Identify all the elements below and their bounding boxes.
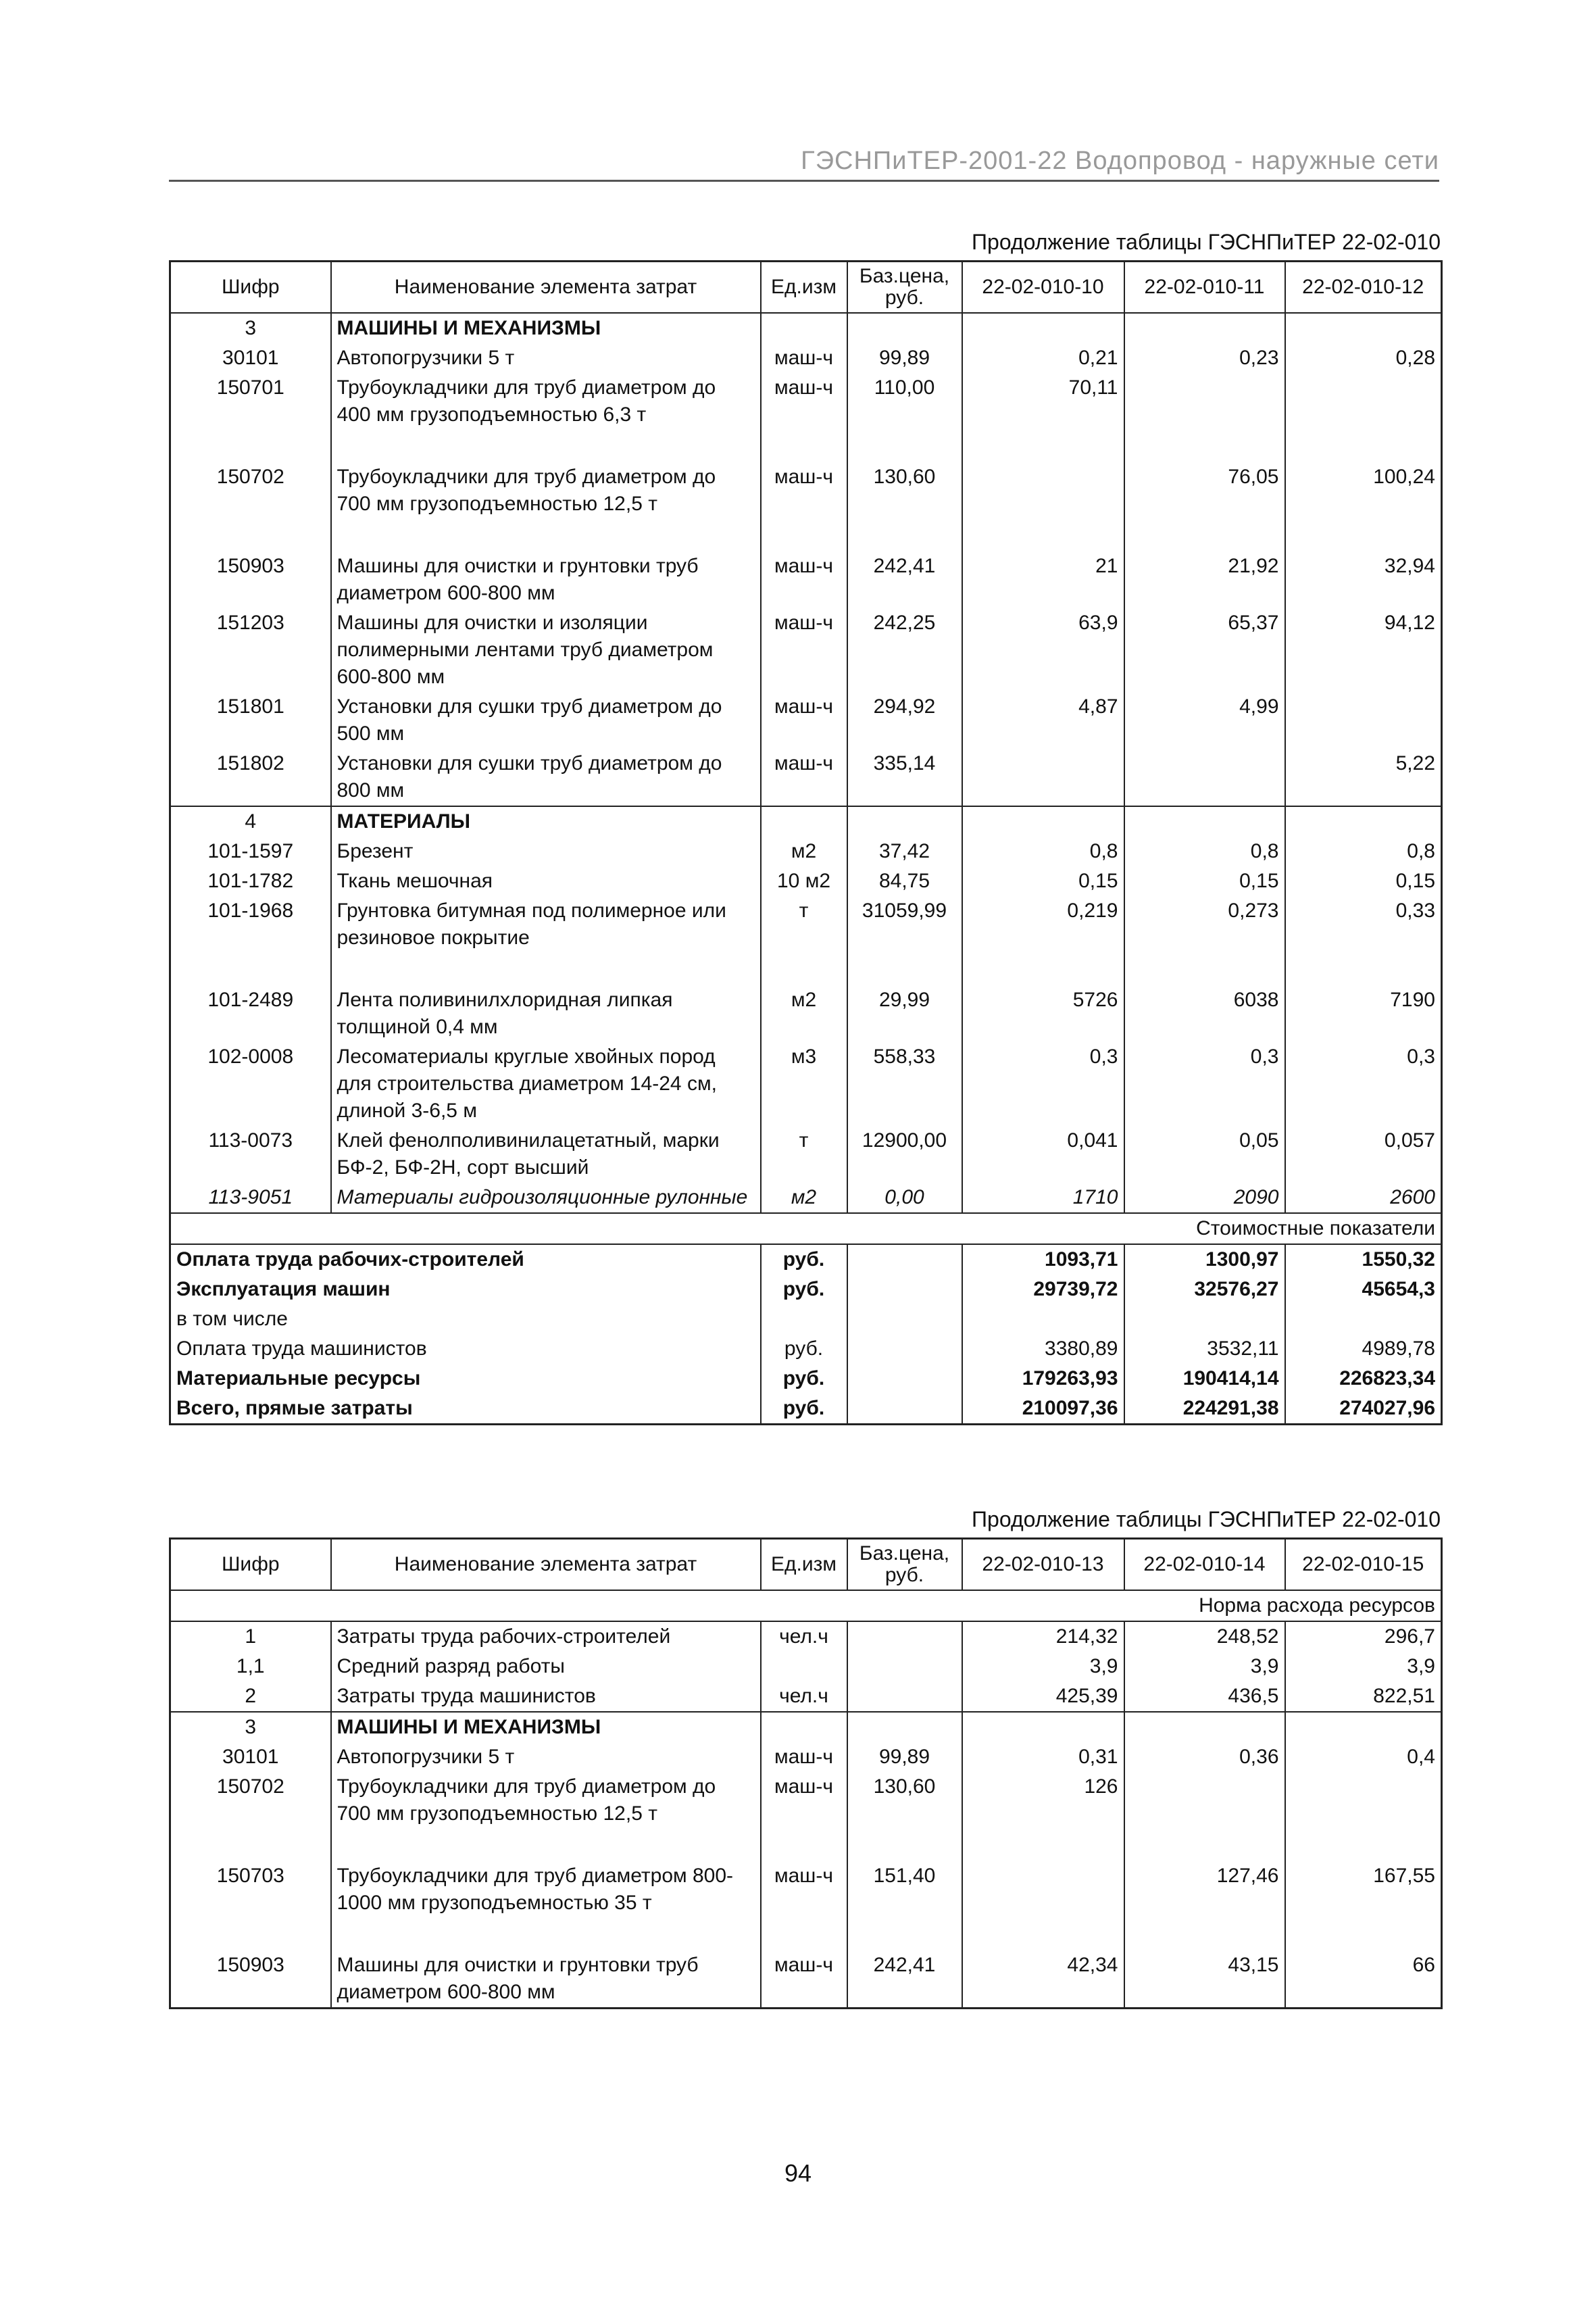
row-unit: маш-ч <box>761 373 847 462</box>
row-value-2: 127,46 <box>1124 1861 1285 1950</box>
row-value-2: 76,05 <box>1124 462 1285 551</box>
table-row <box>170 1861 1442 1950</box>
row-price: 242,41 <box>847 551 962 608</box>
row-value-2: 0,273 <box>1124 896 1285 985</box>
row-value-3 <box>1285 1772 1442 1861</box>
summary-row <box>170 1364 1442 1394</box>
row-price: 0,00 <box>847 1183 962 1213</box>
summary-value-2: 3532,11 <box>1124 1334 1285 1364</box>
table1-body <box>170 313 1442 1425</box>
row-price: 130,60 <box>847 1772 962 1861</box>
row-code: 30101 <box>170 1742 331 1772</box>
row-name: Трубоукладчики для труб диаметром до 400 мм грузоподъемностью 6,3 т <box>331 373 761 462</box>
row-code: 150701 <box>170 373 331 462</box>
row-value-2: 21,92 <box>1124 551 1285 608</box>
summary-label: в том числе <box>170 1304 761 1334</box>
row-price: 99,89 <box>847 343 962 373</box>
row-price: 242,25 <box>847 608 962 692</box>
row-code: 150703 <box>170 1861 331 1950</box>
row-price <box>847 313 962 343</box>
col-name-header: Наименование элемента затрат <box>331 262 761 314</box>
row-code: 101-1968 <box>170 896 331 985</box>
table1-caption: Продолжение таблицы ГЭСНПиТЕР 22-02-010 <box>972 230 1441 254</box>
row-value-2: 248,52 <box>1124 1621 1285 1652</box>
table1 <box>169 260 1443 1425</box>
summary-unit: руб. <box>761 1275 847 1304</box>
row-value-1 <box>962 313 1124 343</box>
row-value-2: 0,23 <box>1124 343 1285 373</box>
summary-label: Всего, прямые затраты <box>170 1394 761 1425</box>
summary-empty <box>847 1364 962 1394</box>
summary-empty <box>847 1244 962 1275</box>
col-code-header: Шифр <box>170 262 331 314</box>
row-value-2: 2090 <box>1124 1183 1285 1213</box>
row-name: Трубоукладчики для труб диаметром 800-1000 мм грузоподъемностью 35 т <box>331 1861 761 1950</box>
summary-value-1: 29739,72 <box>962 1275 1124 1304</box>
row-value-1 <box>962 1861 1124 1950</box>
row-value-1: 425,39 <box>962 1681 1124 1712</box>
row-unit: т <box>761 1126 847 1183</box>
summary-value-3: 1550,32 <box>1285 1244 1442 1275</box>
row-code: 150702 <box>170 462 331 551</box>
row-value-2: 0,05 <box>1124 1126 1285 1183</box>
table-row <box>170 866 1442 896</box>
summary-value-1: 1093,71 <box>962 1244 1124 1275</box>
row-value-1: 0,21 <box>962 343 1124 373</box>
row-price: 12900,00 <box>847 1126 962 1183</box>
table-row <box>170 1742 1442 1772</box>
row-value-2: 6038 <box>1124 985 1285 1042</box>
row-code: 151801 <box>170 692 331 749</box>
row-name: Трубоукладчики для труб диаметром до 700 мм грузоподъемностью 12,5 т <box>331 1772 761 1861</box>
row-price: 130,60 <box>847 462 962 551</box>
row-value-1: 5726 <box>962 985 1124 1042</box>
table-row <box>170 1621 1442 1652</box>
row-unit: маш-ч <box>761 608 847 692</box>
row-value-3: 296,7 <box>1285 1621 1442 1652</box>
row-name: Ткань мешочная <box>331 866 761 896</box>
row-code: 30101 <box>170 343 331 373</box>
row-name: Брезент <box>331 837 761 866</box>
table-row <box>170 749 1442 806</box>
row-unit: маш-ч <box>761 749 847 806</box>
summary-unit <box>761 1304 847 1334</box>
row-unit: 10 м2 <box>761 866 847 896</box>
row-price: 84,75 <box>847 866 962 896</box>
row-value-3: 0,8 <box>1285 837 1442 866</box>
summary-unit: руб. <box>761 1334 847 1364</box>
row-value-1: 126 <box>962 1772 1124 1861</box>
row-price <box>847 1712 962 1742</box>
table2 <box>169 1537 1443 2009</box>
row-price: 31059,99 <box>847 896 962 985</box>
summary-row <box>170 1394 1442 1425</box>
row-value-1: 4,87 <box>962 692 1124 749</box>
table-row <box>170 608 1442 692</box>
table2-header-row <box>170 1539 1442 1591</box>
cost-indicators-label: Стоимостные показатели <box>170 1213 1442 1244</box>
row-value-2: 4,99 <box>1124 692 1285 749</box>
row-name: Автопогрузчики 5 т <box>331 1742 761 1772</box>
row-code: 150903 <box>170 1950 331 2009</box>
col-code-2-header: 22-02-010-14 <box>1124 1539 1285 1591</box>
row-unit: маш-ч <box>761 1861 847 1950</box>
row-name: МАШИНЫ И МЕХАНИЗМЫ <box>331 1712 761 1742</box>
summary-value-1: 179263,93 <box>962 1364 1124 1394</box>
row-value-2 <box>1124 373 1285 462</box>
row-code: 113-0073 <box>170 1126 331 1183</box>
row-value-3: 94,12 <box>1285 608 1442 692</box>
row-name: Затраты труда рабочих-строителей <box>331 1621 761 1652</box>
row-value-3: 66 <box>1285 1950 1442 2009</box>
summary-value-3 <box>1285 1304 1442 1334</box>
table-row <box>170 1126 1442 1183</box>
col-code-3-header: 22-02-010-15 <box>1285 1539 1442 1591</box>
row-unit <box>761 1652 847 1681</box>
row-value-2: 0,8 <box>1124 837 1285 866</box>
row-value-3: 822,51 <box>1285 1681 1442 1712</box>
summary-label: Оплата труда машинистов <box>170 1334 761 1364</box>
summary-unit: руб. <box>761 1394 847 1425</box>
row-value-1: 3,9 <box>962 1652 1124 1681</box>
row-value-2: 43,15 <box>1124 1950 1285 2009</box>
row-code: 151203 <box>170 608 331 692</box>
summary-value-2: 190414,14 <box>1124 1364 1285 1394</box>
row-value-2: 65,37 <box>1124 608 1285 692</box>
row-price: 29,99 <box>847 985 962 1042</box>
table-row <box>170 1042 1442 1126</box>
row-value-2 <box>1124 1772 1285 1861</box>
page-number: 94 <box>784 2159 812 2187</box>
row-value-3: 0,4 <box>1285 1742 1442 1772</box>
table-row <box>170 1183 1442 1213</box>
summary-value-3: 4989,78 <box>1285 1334 1442 1364</box>
row-name: Машины для очистки и изоляции полимерными лентами труб диаметром 600-800 мм <box>331 608 761 692</box>
row-name: Автопогрузчики 5 т <box>331 343 761 373</box>
row-name: Грунтовка битумная под полимерное или резиновое покрытие <box>331 896 761 985</box>
row-price: 110,00 <box>847 373 962 462</box>
row-value-1: 42,34 <box>962 1950 1124 2009</box>
row-unit: маш-ч <box>761 1772 847 1861</box>
summary-empty <box>847 1304 962 1334</box>
col-name-header: Наименование элемента затрат <box>331 1539 761 1591</box>
row-price: 294,92 <box>847 692 962 749</box>
row-value-3: 5,22 <box>1285 749 1442 806</box>
row-unit: маш-ч <box>761 343 847 373</box>
table-row <box>170 373 1442 462</box>
norm-row <box>170 1590 1442 1621</box>
row-value-2 <box>1124 313 1285 343</box>
row-price <box>847 806 962 837</box>
row-value-3: 167,55 <box>1285 1861 1442 1950</box>
table-row <box>170 1652 1442 1681</box>
summary-value-2: 1300,97 <box>1124 1244 1285 1275</box>
summary-value-2 <box>1124 1304 1285 1334</box>
row-unit: м2 <box>761 985 847 1042</box>
section-row <box>170 313 1442 343</box>
row-price: 99,89 <box>847 1742 962 1772</box>
row-value-3: 0,057 <box>1285 1126 1442 1183</box>
summary-value-2: 32576,27 <box>1124 1275 1285 1304</box>
row-value-1 <box>962 806 1124 837</box>
table-row <box>170 896 1442 985</box>
col-price-header: Баз.цена, руб. <box>847 262 962 314</box>
row-value-1: 1710 <box>962 1183 1124 1213</box>
row-unit: м3 <box>761 1042 847 1126</box>
row-name: Установки для сушки труб диаметром до 500 мм <box>331 692 761 749</box>
table-row <box>170 837 1442 866</box>
row-value-2 <box>1124 749 1285 806</box>
summary-value-1: 210097,36 <box>962 1394 1124 1425</box>
row-value-1: 0,8 <box>962 837 1124 866</box>
row-unit <box>761 806 847 837</box>
row-price <box>847 1652 962 1681</box>
row-name: Лесоматериалы круглые хвойных пород для строительства диаметром 14-24 см, длиной 3-6,5 м <box>331 1042 761 1126</box>
summary-unit: руб. <box>761 1244 847 1275</box>
row-value-2: 3,9 <box>1124 1652 1285 1681</box>
section-row <box>170 806 1442 837</box>
summary-unit: руб. <box>761 1364 847 1394</box>
row-unit: маш-ч <box>761 1950 847 2009</box>
row-code: 1 <box>170 1621 331 1652</box>
row-value-3: 0,15 <box>1285 866 1442 896</box>
row-price <box>847 1681 962 1712</box>
row-unit: маш-ч <box>761 1742 847 1772</box>
row-value-1: 0,219 <box>962 896 1124 985</box>
row-price: 335,14 <box>847 749 962 806</box>
row-name: Машины для очистки и грунтовки труб диаметром 600-800 мм <box>331 551 761 608</box>
row-code: 2 <box>170 1681 331 1712</box>
row-value-1 <box>962 749 1124 806</box>
summary-value-1 <box>962 1304 1124 1334</box>
row-unit: чел.ч <box>761 1681 847 1712</box>
row-unit <box>761 1712 847 1742</box>
summary-value-2: 224291,38 <box>1124 1394 1285 1425</box>
row-value-1: 70,11 <box>962 373 1124 462</box>
row-value-1: 0,3 <box>962 1042 1124 1126</box>
row-value-1: 21 <box>962 551 1124 608</box>
row-value-1: 214,32 <box>962 1621 1124 1652</box>
row-code: 3 <box>170 1712 331 1742</box>
row-name: Лента поливинилхлоридная липкая толщиной 0,4 мм <box>331 985 761 1042</box>
row-name: Средний разряд работы <box>331 1652 761 1681</box>
row-value-2 <box>1124 806 1285 837</box>
row-code: 101-2489 <box>170 985 331 1042</box>
summary-value-3: 226823,34 <box>1285 1364 1442 1394</box>
row-name: Трубоукладчики для труб диаметром до 700 мм грузоподъемностью 12,5 т <box>331 462 761 551</box>
row-name: МАШИНЫ И МЕХАНИЗМЫ <box>331 313 761 343</box>
table-row <box>170 692 1442 749</box>
row-value-3: 7190 <box>1285 985 1442 1042</box>
running-header <box>169 142 1439 182</box>
table-row <box>170 1772 1442 1861</box>
table-row <box>170 1681 1442 1712</box>
row-value-1 <box>962 462 1124 551</box>
row-name: Машины для очистки и грунтовки труб диаметром 600-800 мм <box>331 1950 761 2009</box>
row-unit: т <box>761 896 847 985</box>
row-code: 150903 <box>170 551 331 608</box>
norm-label: Норма расхода ресурсов <box>170 1590 1442 1621</box>
row-price <box>847 1621 962 1652</box>
row-code: 151802 <box>170 749 331 806</box>
row-code: 3 <box>170 313 331 343</box>
cost-indicators-row <box>170 1213 1442 1244</box>
row-unit: м2 <box>761 837 847 866</box>
col-code-1-header: 22-02-010-13 <box>962 1539 1124 1591</box>
summary-empty <box>847 1275 962 1304</box>
col-code-2-header: 22-02-010-11 <box>1124 262 1285 314</box>
row-value-3: 0,3 <box>1285 1042 1442 1126</box>
row-value-1: 0,041 <box>962 1126 1124 1183</box>
row-name: Установки для сушки труб диаметром до 800 мм <box>331 749 761 806</box>
row-unit <box>761 313 847 343</box>
table-row <box>170 551 1442 608</box>
section-row <box>170 1712 1442 1742</box>
row-value-1: 0,31 <box>962 1742 1124 1772</box>
summary-value-3: 45654,3 <box>1285 1275 1442 1304</box>
row-code: 150702 <box>170 1772 331 1861</box>
summary-row <box>170 1334 1442 1364</box>
col-code-3-header: 22-02-010-12 <box>1285 262 1442 314</box>
running-header-text: ГЭСНПиТЕР-2001-22 Водопровод - наружные сети <box>801 147 1439 175</box>
row-name: Затраты труда машинистов <box>331 1681 761 1712</box>
row-unit: маш-ч <box>761 551 847 608</box>
row-price: 242,41 <box>847 1950 962 2009</box>
row-value-1 <box>962 1712 1124 1742</box>
row-value-3: 32,94 <box>1285 551 1442 608</box>
summary-empty <box>847 1334 962 1364</box>
row-value-3 <box>1285 806 1442 837</box>
summary-label: Материальные ресурсы <box>170 1364 761 1394</box>
row-value-2: 0,3 <box>1124 1042 1285 1126</box>
row-value-3 <box>1285 313 1442 343</box>
row-price: 558,33 <box>847 1042 962 1126</box>
table-row <box>170 343 1442 373</box>
row-code: 1,1 <box>170 1652 331 1681</box>
col-code-header: Шифр <box>170 1539 331 1591</box>
row-value-1: 0,15 <box>962 866 1124 896</box>
table2-caption: Продолжение таблицы ГЭСНПиТЕР 22-02-010 <box>972 1507 1441 1531</box>
col-unit-header: Ед.изм <box>761 1539 847 1591</box>
summary-value-1: 3380,89 <box>962 1334 1124 1364</box>
row-value-3 <box>1285 1712 1442 1742</box>
row-unit: маш-ч <box>761 462 847 551</box>
col-unit-header: Ед.изм <box>761 262 847 314</box>
summary-row <box>170 1244 1442 1275</box>
row-value-1: 63,9 <box>962 608 1124 692</box>
row-unit: чел.ч <box>761 1621 847 1652</box>
row-name: МАТЕРИАЛЫ <box>331 806 761 837</box>
row-value-2 <box>1124 1712 1285 1742</box>
table1-header-row <box>170 262 1442 314</box>
row-unit: маш-ч <box>761 692 847 749</box>
row-value-3 <box>1285 692 1442 749</box>
row-value-2: 0,36 <box>1124 1742 1285 1772</box>
row-name: Клей фенолполивинилацетатный, марки БФ-2, БФ-2Н, сорт высший <box>331 1126 761 1183</box>
row-value-3: 100,24 <box>1285 462 1442 551</box>
row-value-3: 3,9 <box>1285 1652 1442 1681</box>
row-price: 37,42 <box>847 837 962 866</box>
summary-empty <box>847 1394 962 1425</box>
col-code-1-header: 22-02-010-10 <box>962 262 1124 314</box>
row-price: 151,40 <box>847 1861 962 1950</box>
col-price-header: Баз.цена, руб. <box>847 1539 962 1591</box>
row-value-3: 0,33 <box>1285 896 1442 985</box>
row-value-3 <box>1285 373 1442 462</box>
summary-label: Оплата труда рабочих-строителей <box>170 1244 761 1275</box>
row-code: 101-1782 <box>170 866 331 896</box>
row-value-3: 2600 <box>1285 1183 1442 1213</box>
row-code: 4 <box>170 806 331 837</box>
summary-row <box>170 1304 1442 1334</box>
row-code: 101-1597 <box>170 837 331 866</box>
table-row <box>170 462 1442 551</box>
table2-body <box>170 1590 1442 2009</box>
row-code: 102-0008 <box>170 1042 331 1126</box>
summary-label: Эксплуатация машин <box>170 1275 761 1304</box>
row-value-2: 0,15 <box>1124 866 1285 896</box>
row-code: 113-9051 <box>170 1183 331 1213</box>
table-row <box>170 1950 1442 2009</box>
summary-value-3: 274027,96 <box>1285 1394 1442 1425</box>
row-unit: м2 <box>761 1183 847 1213</box>
row-name: Материалы гидроизоляционные рулонные <box>331 1183 761 1213</box>
summary-row <box>170 1275 1442 1304</box>
row-value-2: 436,5 <box>1124 1681 1285 1712</box>
table-row <box>170 985 1442 1042</box>
row-value-3: 0,28 <box>1285 343 1442 373</box>
